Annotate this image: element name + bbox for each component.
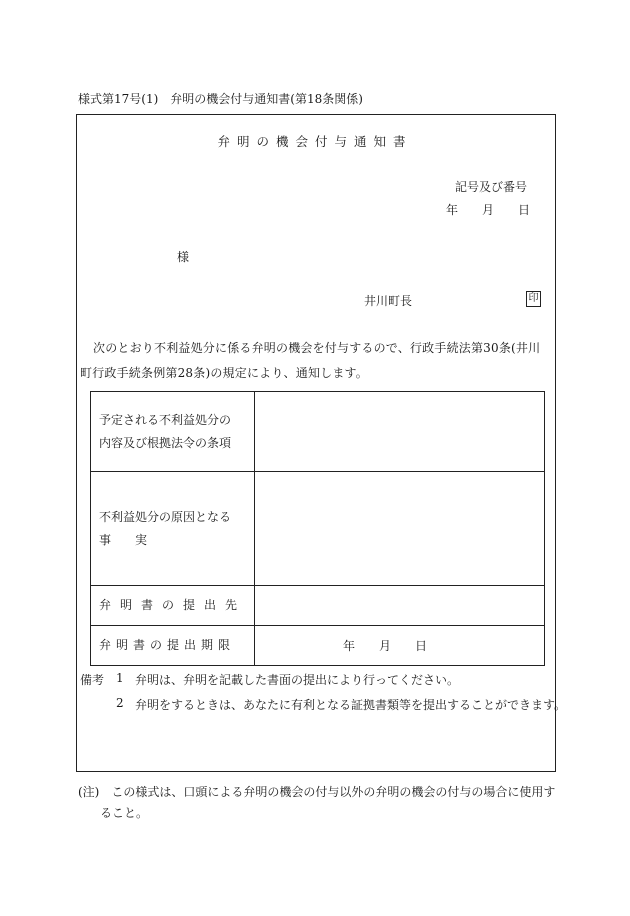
row-value-submission-deadline: 年 月 日: [255, 626, 545, 666]
notice-body-text: 次のとおり不利益処分に係る弁明の機会を付与するので、行政手続法第30条(井川町行政手続条例第28条)の規定により、通知します。: [80, 341, 541, 380]
remark-text: 弁明をするときは、あなたに有利となる証拠書類等を提出することができます。: [135, 698, 567, 712]
row-value-submission-destination: [255, 586, 545, 626]
remark-number: 1: [116, 671, 124, 685]
remark-number: 2: [116, 696, 124, 710]
table-row: [91, 472, 545, 586]
issue-date-line: 年 月 日: [446, 203, 531, 217]
reference-number-label: 記号及び番号: [455, 180, 528, 194]
row-label-planned-disposition: 予定される不利益処分の 内容及び根拠法令の条項: [91, 392, 255, 472]
table-row: [91, 392, 545, 472]
document-title: 弁明の機会付与通知書: [217, 134, 413, 149]
row-label-cause-facts: 不利益処分の原因となる 事 実: [91, 472, 255, 586]
seal-stamp-box: 印: [526, 291, 541, 307]
row-label-submission-deadline: 弁明書の提出期限: [91, 626, 255, 666]
row-value-cause-facts: [255, 472, 545, 586]
form-number-label: 様式第17号(1) 弁明の機会付与通知書(第18条関係): [78, 92, 363, 106]
row-label-submission-destination: 弁明書の提出先: [91, 586, 255, 626]
table-row: [91, 626, 545, 666]
table-row: [91, 586, 545, 626]
notice-details-table: [90, 391, 545, 666]
row-value-planned-disposition: [255, 392, 545, 472]
remarks-label: 備考: [80, 673, 105, 687]
issuer-name: 井川町長: [364, 294, 413, 308]
recipient-suffix: 様: [177, 250, 190, 264]
usage-note: (注) この様式は、口頭による弁明の機会の付与以外の弁明の機会の付与の場合に使用すること。: [78, 785, 556, 820]
remark-text: 弁明は、弁明を記載した書面の提出により行ってください。: [135, 673, 460, 687]
